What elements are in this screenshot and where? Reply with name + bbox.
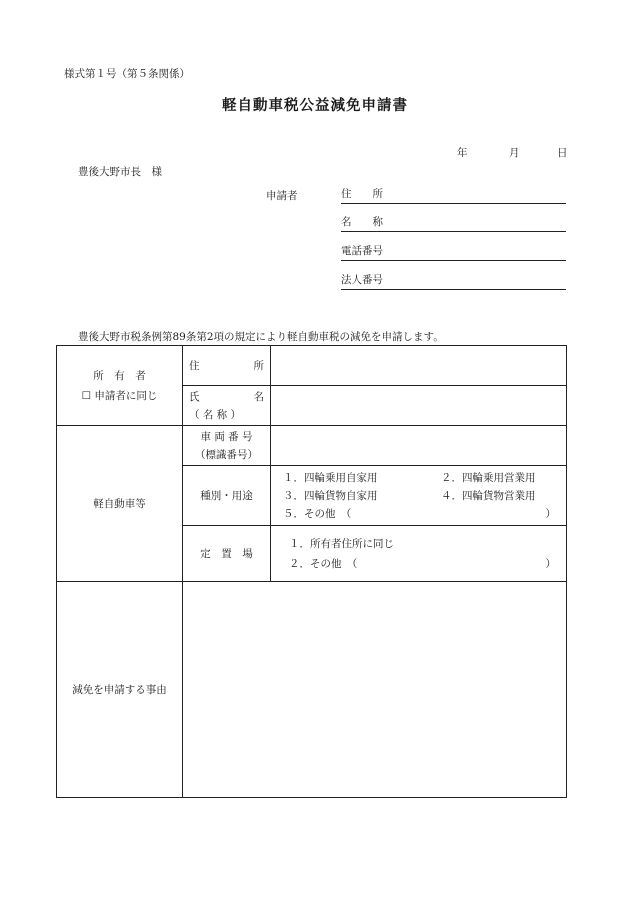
place-other-close: ）	[545, 557, 556, 570]
vehicle-header: 軽自動車等	[93, 498, 146, 510]
date-month-label: 月	[509, 147, 520, 159]
vehicle-number-sublabel: （標識番号）	[195, 448, 258, 461]
storage-place-label: 定 置 場	[200, 547, 253, 560]
type-option-5[interactable]: ５．その他 （	[283, 507, 352, 520]
owner-address-label-cell	[183, 346, 271, 386]
type-usage-label-cell	[183, 466, 271, 526]
type-option-2[interactable]: ２．四輪乗用営業用	[441, 471, 536, 484]
place-option-1[interactable]: １．所有者住所に同じ	[289, 537, 394, 550]
reason-label: 減免を申請する事由	[72, 684, 167, 696]
vehicle-number-input[interactable]	[271, 426, 567, 466]
addressee: 豊後大野市長 様	[78, 166, 162, 178]
owner-address-label-right: 所	[253, 359, 264, 372]
same-as-applicant-checkbox[interactable]: ☐ 申請者に同じ	[81, 389, 158, 402]
application-statement: 豊後大野市税条例第89条第2項の規定により軽自動車税の減免を申請します。	[78, 331, 444, 343]
owner-name-label-cell	[183, 386, 271, 426]
type-option-1[interactable]: １．四輪乗用自家用	[283, 471, 378, 484]
type-usage-label: 種別・用途	[200, 489, 253, 502]
document-title: 軽自動車税公益減免申請書	[222, 97, 408, 114]
reason-input[interactable]	[183, 582, 567, 798]
applicant-address-line[interactable]	[341, 186, 566, 204]
storage-place-label-cell	[183, 526, 271, 582]
applicant-phone-line[interactable]	[341, 243, 566, 261]
applicant-name-label: 名 称	[341, 216, 383, 228]
applicant-corporate-number-label: 法人番号	[341, 274, 383, 286]
applicant-name-line[interactable]	[341, 214, 566, 232]
applicant-corporate-number-line[interactable]	[341, 272, 566, 290]
vehicle-number-label-cell	[183, 426, 271, 466]
applicant-label: 申請者	[266, 190, 298, 202]
vehicle-header-cell	[57, 426, 183, 582]
application-table	[56, 345, 567, 798]
applicant-address-label: 住 所	[341, 188, 383, 200]
date-day-label: 日	[557, 147, 568, 159]
place-option-2[interactable]: ２．その他 （	[289, 557, 358, 570]
owner-header-cell	[57, 346, 183, 426]
form-number: 様式第１号（第５条関係）	[64, 68, 190, 80]
type-option-3[interactable]: ３．四輪貨物自家用	[283, 489, 378, 502]
storage-place-options	[271, 526, 567, 582]
type-other-close: ）	[545, 507, 556, 520]
owner-address-label-left: 住	[189, 359, 200, 372]
type-usage-options	[271, 466, 567, 526]
applicant-phone-label: 電話番号	[341, 245, 383, 257]
reason-label-cell	[57, 582, 183, 798]
date-year-label: 年	[457, 147, 468, 159]
owner-address-input[interactable]	[271, 346, 567, 386]
owner-header: 所 有 者	[93, 369, 146, 382]
owner-name-label-right: 名	[253, 390, 264, 403]
type-option-4[interactable]: ４．四輪貨物営業用	[441, 489, 536, 502]
owner-name-sublabel: （ 名 称 ）	[189, 408, 242, 421]
owner-name-label-left: 氏	[189, 390, 200, 403]
owner-name-input[interactable]	[271, 386, 567, 426]
vehicle-number-label: 車 両 番 号	[200, 430, 253, 443]
